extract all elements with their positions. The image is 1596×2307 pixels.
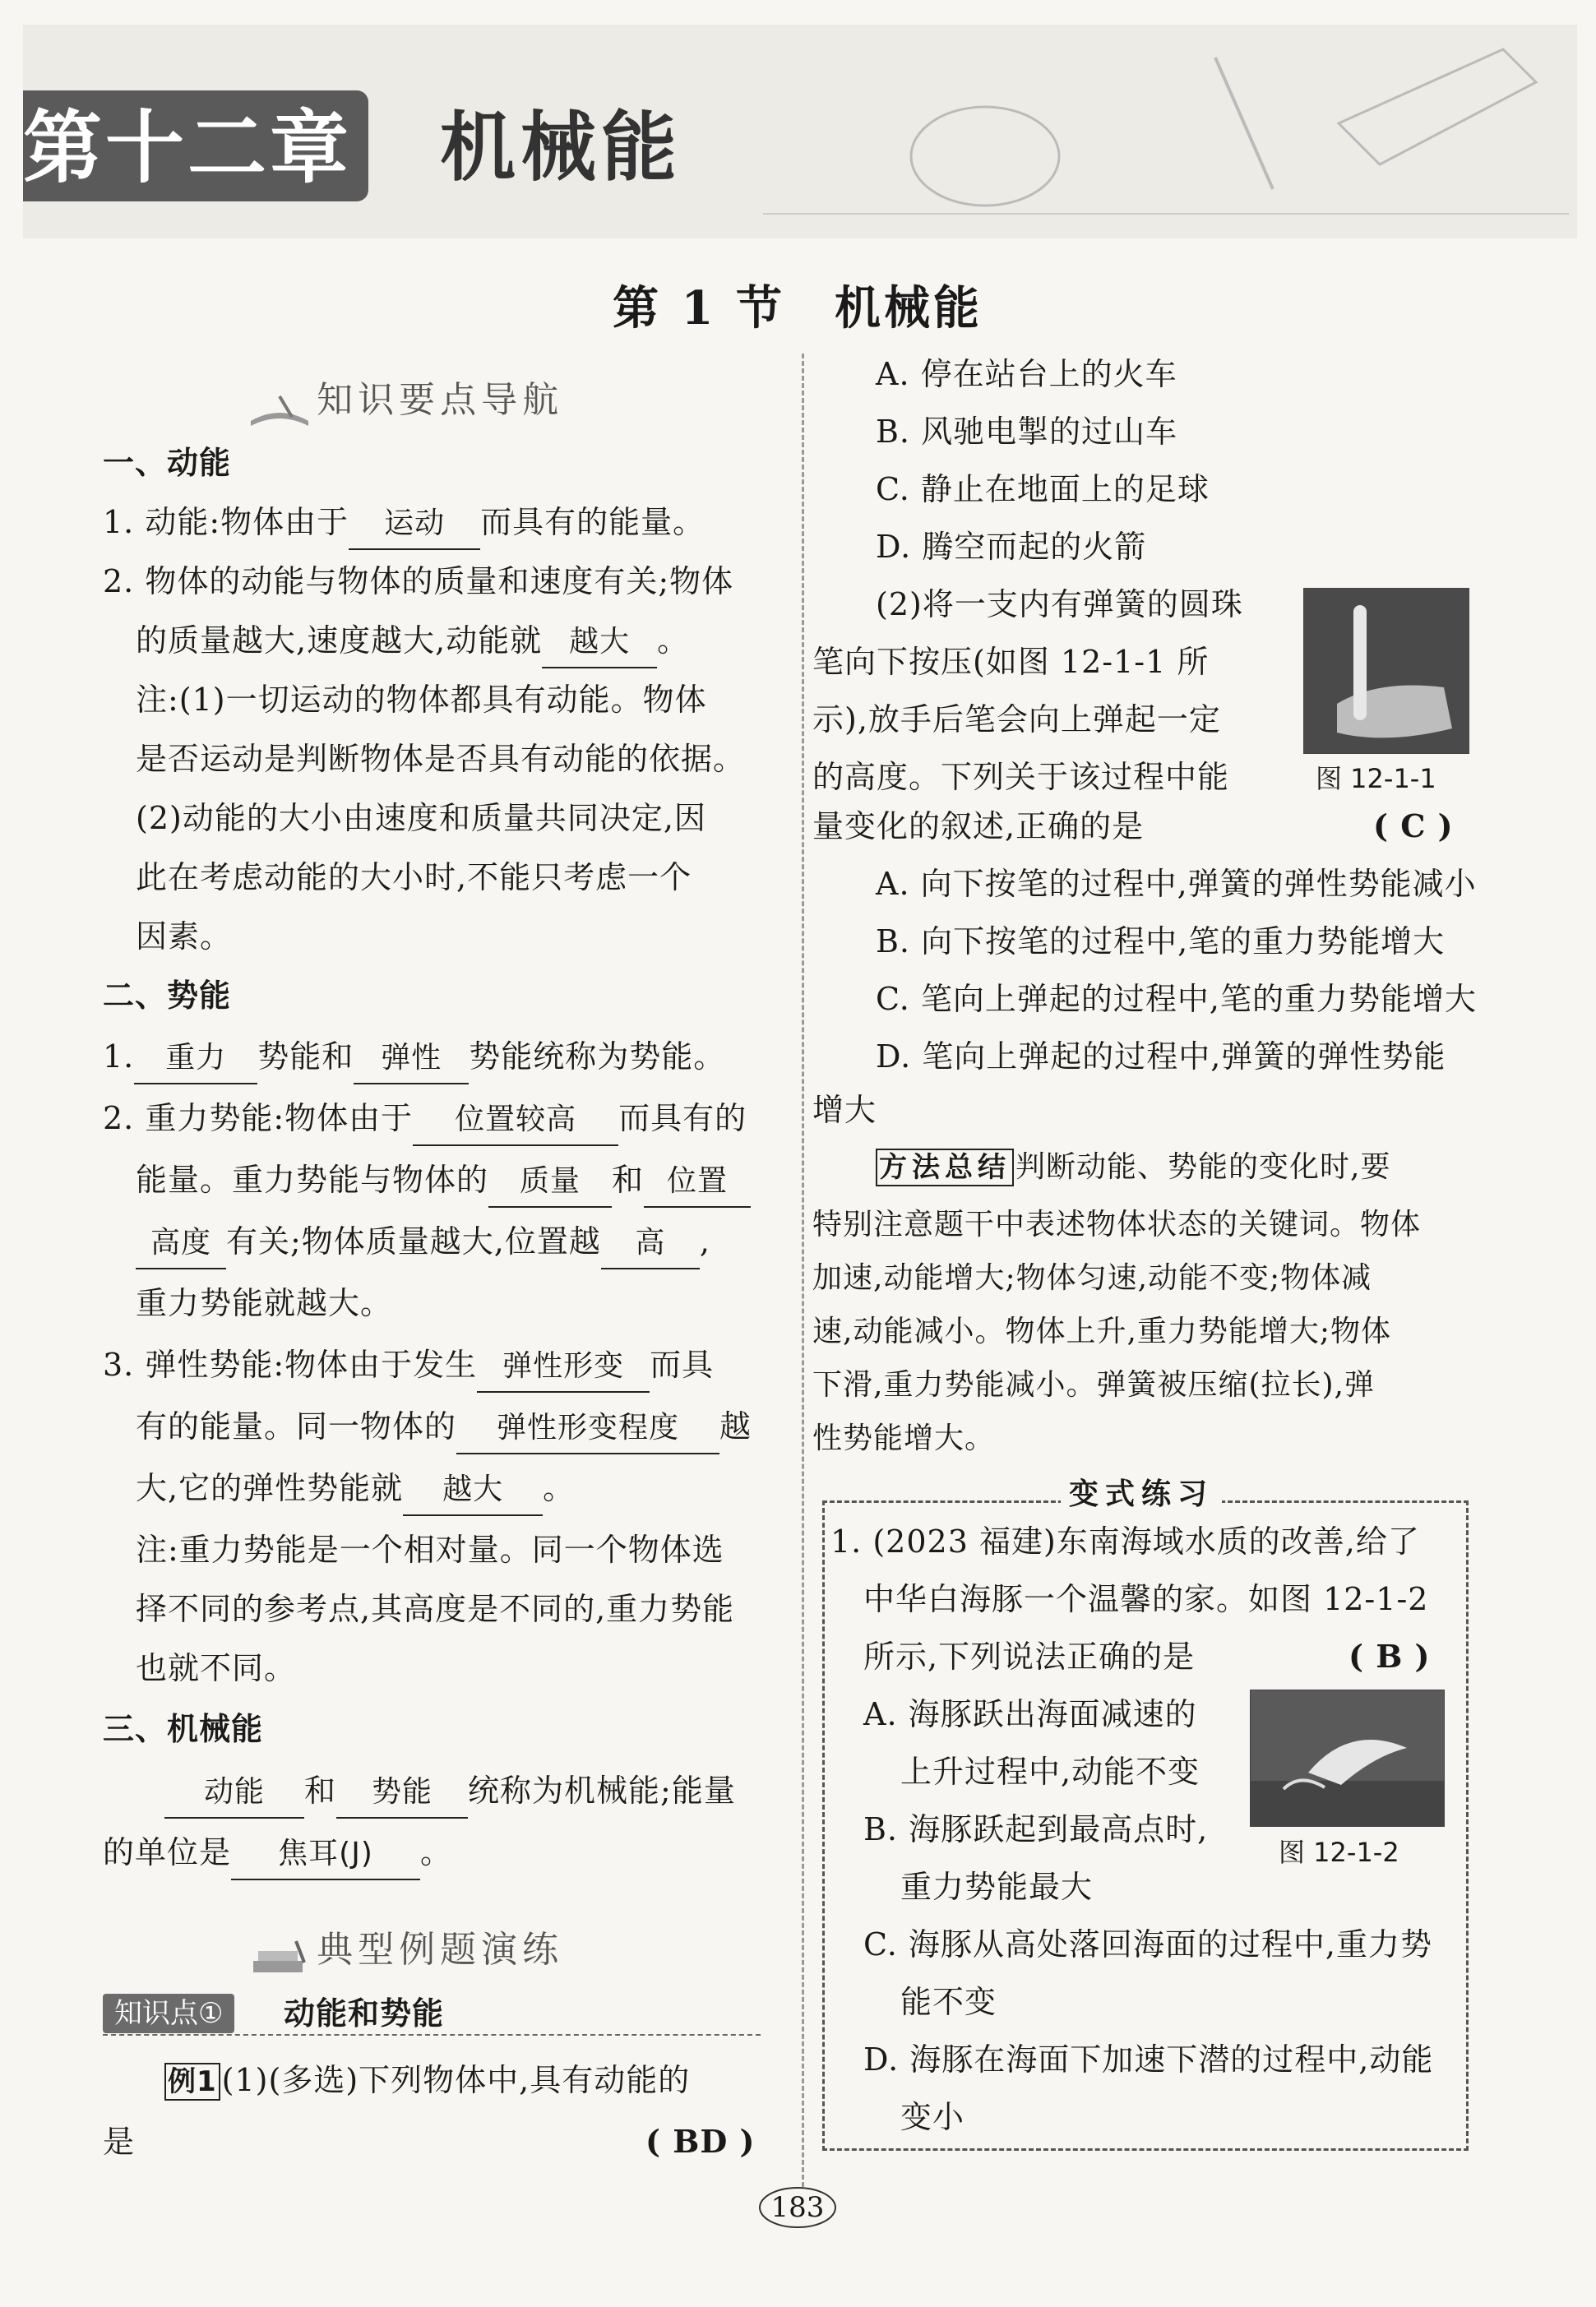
question-2-answer: ( C )	[1373, 807, 1454, 844]
method-summary-l2: 特别注意题干中表述物体状态的关键词。物体	[812, 1208, 1422, 1241]
practice-option-d-l2: 变小	[900, 2099, 965, 2135]
knowledge-point-tag: 知识点①	[103, 1994, 234, 2033]
book-icon	[247, 388, 312, 429]
examples-box-title: 典型例题演练	[247, 1920, 563, 1979]
practice-option-c-l1: C. 海豚从高处落回海面的过程中,重力势	[863, 1926, 1432, 1963]
practice-option-a-l1: A. 海豚跃出海面减速的	[863, 1696, 1197, 1732]
note-2-l2: 择不同的参考点,其高度是不同的,重力势能	[136, 1591, 735, 1627]
option-2b: B. 向下按笔的过程中,笔的重力势能增大	[876, 923, 1446, 959]
practice-q1-answer: ( B )	[1349, 1638, 1431, 1675]
practice-title: 变式练习	[1061, 1472, 1222, 1517]
question-2-l4: 的高度。下列关于该过程中能	[812, 759, 1230, 795]
option-1c: C. 静止在地面上的足球	[876, 471, 1210, 507]
note-1-l1: 注:(1)一切运动的物体都具有动能。物体	[136, 682, 707, 718]
knowledge-point-name: 动能和势能	[284, 1995, 445, 2032]
item-potential-1: 1. 重力 势能和 弹性 势能统称为势能。	[103, 1032, 725, 1084]
method-summary-l6: 性势能增大。	[812, 1422, 996, 1455]
page-number: 183	[770, 2191, 825, 2224]
option-1b: B. 风驰电掣的过山车	[876, 414, 1178, 450]
column-divider	[802, 354, 804, 2187]
example-1-answer: ( BD )	[645, 2123, 756, 2160]
practice-option-b-l2: 重力势能最大	[900, 1869, 1094, 1905]
dolphin-photo	[1250, 1690, 1445, 1827]
item-potential-3-l2: 有的能量。同一物体的 弹性形变程度 越	[136, 1402, 752, 1454]
section-title: 第 1 节 机械能	[613, 281, 983, 335]
books-pencil-icon	[247, 1938, 312, 1979]
option-2d-l2: 增大	[812, 1092, 877, 1128]
practice-option-a-l2: 上升过程中,动能不变	[900, 1754, 1200, 1790]
question-2-l5: 量变化的叙述,正确的是	[812, 808, 1145, 844]
item-potential-2-l2: 能量。重力势能与物体的 质量 和 位置	[136, 1155, 751, 1208]
item-kinetic-1: 1. 动能:物体由于 运动 而具有的能量。	[103, 497, 705, 550]
method-summary-l4: 速,动能减小。物体上升,重力势能增大;物体	[812, 1315, 1392, 1348]
item-potential-3-l3: 大,它的弹性势能就 越大 。	[136, 1463, 575, 1516]
question-2-l1: (2)将一支内有弹簧的圆珠	[876, 586, 1243, 622]
practice-option-d-l1: D. 海豚在海面下加速下潜的过程中,动能	[863, 2041, 1434, 2078]
option-2a: A. 向下按笔的过程中,弹簧的弹性势能减小	[876, 866, 1477, 902]
question-2-l3: 示),放手后笔会向上弹起一定	[812, 701, 1221, 737]
method-summary-l3: 加速,动能增大;物体匀速,动能不变;物体减	[812, 1261, 1372, 1295]
method-summary-tag: 方法总结	[876, 1149, 1014, 1186]
practice-option-c-l2: 能不变	[900, 1984, 997, 2020]
option-2c: C. 笔向上弹起的过程中,笔的重力势能增大	[876, 981, 1477, 1017]
method-summary-l5: 下滑,重力势能减小。弹簧被压缩(拉长),弹	[812, 1368, 1375, 1402]
item-potential-2-l4: 重力势能就越大。	[136, 1285, 393, 1321]
item-mechanical-1: 动能 和 势能 统称为机械能;能量	[164, 1766, 736, 1819]
note-1-l3: (2)动能的大小由速度和质量共同决定,因	[136, 800, 706, 836]
item-potential-2-l1: 2. 重力势能:物体由于 位置较高 而具有的	[103, 1093, 747, 1146]
item-potential-2-l3: 高度 有关;物体质量越大,位置越 高 ,	[136, 1217, 710, 1269]
practice-option-b-l1: B. 海豚跃起到最高点时,	[863, 1811, 1209, 1847]
item-potential-3-l1: 3. 弹性势能:物体由于发生 弹性形变 而具	[103, 1340, 714, 1393]
pen-press-photo	[1303, 588, 1469, 754]
practice-q1-l1: 1. (2023 福建)东南海域水质的改善,给了	[830, 1523, 1420, 1560]
example-1-l1: 例1 (1)(多选)下列物体中,具有动能的	[164, 2055, 690, 2105]
question-2-l2: 笔向下按压(如图 12-1-1 所	[812, 644, 1210, 680]
option-2d-l1: D. 笔向上弹起的过程中,弹簧的弹性势能	[876, 1038, 1446, 1075]
page-number-badge	[756, 2183, 839, 2232]
knowledge-point-underline	[103, 2034, 761, 2036]
heading-mechanical: 三、机械能	[103, 1710, 264, 1747]
example-1-l2: 是	[103, 2124, 136, 2160]
practice-q1-l3: 所示,下列说法正确的是	[863, 1639, 1196, 1675]
note-1-l2: 是否运动是判断物体是否具有动能的依据。	[136, 741, 746, 777]
figure-1-caption: 图 12-1-1	[1316, 763, 1436, 794]
method-summary-l1: 方法总结 判断动能、势能的变化时,要	[876, 1143, 1390, 1192]
item-kinetic-2-l2: 的质量越大,速度越大,动能就 越大 。	[136, 616, 689, 668]
chapter-name: 机械能	[440, 104, 682, 192]
option-1a: A. 停在站台上的火车	[876, 356, 1177, 392]
note-1-l4: 此在考虑动能的大小时,不能只考虑一个	[136, 859, 692, 895]
heading-kinetic: 一、动能	[103, 444, 232, 481]
figure-2-caption: 图 12-1-2	[1279, 1837, 1399, 1868]
chapter-label: 第十二章	[23, 102, 352, 194]
item-kinetic-2-l1: 2. 物体的动能与物体的质量和速度有关;物体	[103, 563, 734, 599]
item-mechanical-2: 的单位是 焦耳(J) 。	[103, 1828, 452, 1880]
note-2-l1: 注:重力势能是一个相对量。同一个物体选	[136, 1532, 724, 1568]
note-1-l5: 因素。	[136, 918, 233, 955]
heading-potential: 二、势能	[103, 977, 232, 1014]
knowledge-box-title: 知识要点导航	[247, 370, 563, 429]
example-tag: 例1	[164, 2063, 220, 2101]
note-2-l3: 也就不同。	[136, 1650, 297, 1686]
option-1d: D. 腾空而起的火箭	[876, 529, 1147, 565]
practice-q1-l2: 中华白海豚一个温馨的家。如图 12-1-2	[863, 1581, 1429, 1617]
